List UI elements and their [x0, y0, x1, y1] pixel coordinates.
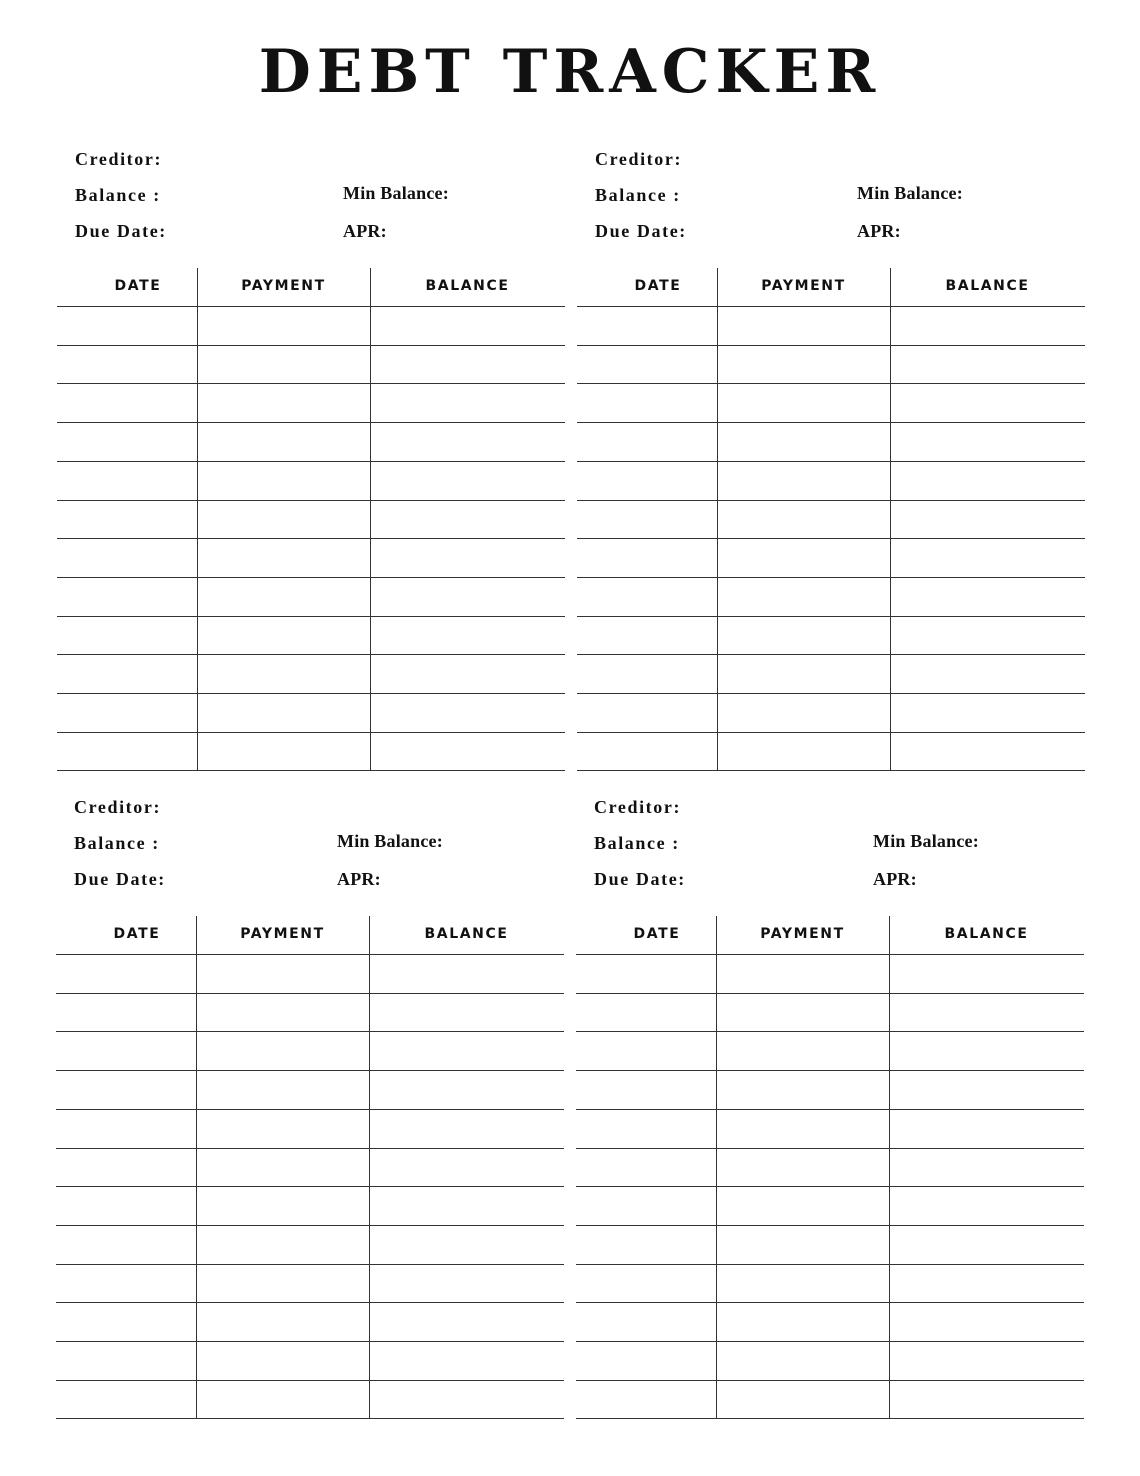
table-cell-balance[interactable]	[892, 346, 1083, 384]
table-cell-balance[interactable]	[372, 501, 563, 539]
table-cell-date[interactable]	[58, 1110, 194, 1148]
table-cell-balance[interactable]	[372, 307, 563, 345]
table-cell-payment[interactable]	[718, 1303, 887, 1341]
table-cell-payment[interactable]	[198, 1303, 367, 1341]
table-cell-balance[interactable]	[892, 307, 1083, 345]
table-cell-date[interactable]	[59, 501, 195, 539]
due-date-label: Due Date:	[75, 221, 167, 241]
table-cell-payment[interactable]	[199, 539, 368, 577]
table-cell-date[interactable]	[58, 1149, 194, 1187]
min-balance-label: Min Balance:	[873, 831, 979, 851]
balance-label: Balance :	[74, 833, 160, 853]
table-cell-payment[interactable]	[719, 384, 888, 422]
table-cell-balance[interactable]	[372, 346, 563, 384]
table-cell-balance[interactable]	[371, 1032, 562, 1070]
table-cell-balance[interactable]	[372, 423, 563, 461]
table-cell-date[interactable]	[58, 994, 194, 1032]
table-cell-balance[interactable]	[891, 994, 1082, 1032]
due-date-label: Due Date:	[74, 869, 166, 889]
table-cell-payment[interactable]	[718, 955, 887, 993]
column-divider	[196, 916, 197, 1418]
table-cell-payment[interactable]	[199, 462, 368, 500]
table-cell-date[interactable]	[579, 307, 715, 345]
table-cell-balance[interactable]	[372, 733, 563, 771]
table-cell-balance[interactable]	[891, 1303, 1082, 1341]
table-cell-balance[interactable]	[371, 1149, 562, 1187]
table-cell-date[interactable]	[58, 1342, 194, 1380]
table-cell-payment[interactable]	[719, 462, 888, 500]
column-header-date: DATE	[114, 278, 162, 294]
table-cell-balance[interactable]	[891, 1342, 1082, 1380]
creditor-label: Creditor:	[74, 797, 162, 817]
column-header-payment: PAYMENT	[761, 278, 846, 294]
table-cell-balance[interactable]	[892, 501, 1083, 539]
table-cell-date[interactable]	[58, 1071, 194, 1109]
payment-table	[577, 268, 1085, 770]
table-cell-payment[interactable]	[718, 1265, 887, 1303]
table-cell-payment[interactable]	[198, 1265, 367, 1303]
table-cell-date[interactable]	[59, 655, 195, 693]
table-cell-date[interactable]	[579, 578, 715, 616]
min-balance-label: Min Balance:	[337, 831, 443, 851]
table-cell-date[interactable]	[59, 578, 195, 616]
table-cell-date[interactable]	[578, 1303, 714, 1341]
table-cell-date[interactable]	[579, 423, 715, 461]
table-cell-payment[interactable]	[718, 1226, 887, 1264]
table-cell-date[interactable]	[578, 994, 714, 1032]
table-cell-balance[interactable]	[371, 1071, 562, 1109]
payment-table	[57, 268, 565, 770]
table-cell-date[interactable]	[578, 955, 714, 993]
table-cell-balance[interactable]	[371, 1303, 562, 1341]
table-cell-payment[interactable]	[719, 307, 888, 345]
table-cell-balance[interactable]	[372, 539, 563, 577]
balance-label: Balance :	[594, 833, 680, 853]
table-cell-balance[interactable]	[891, 1187, 1082, 1225]
table-cell-balance[interactable]	[892, 384, 1083, 422]
min-balance-label: Min Balance:	[343, 183, 449, 203]
column-header-balance: BALANCE	[945, 278, 1030, 294]
table-cell-date[interactable]	[578, 1071, 714, 1109]
page-title: DEBT TRACKER	[258, 37, 882, 107]
creditor-label: Creditor:	[75, 149, 163, 169]
table-cell-date[interactable]	[58, 1032, 194, 1070]
table-cell-payment[interactable]	[719, 733, 888, 771]
table-cell-payment[interactable]	[718, 1032, 887, 1070]
table-cell-payment[interactable]	[199, 733, 368, 771]
table-cell-balance[interactable]	[372, 384, 563, 422]
table-cell-date[interactable]	[578, 1110, 714, 1148]
table-cell-payment[interactable]	[199, 423, 368, 461]
table-cell-payment[interactable]	[199, 694, 368, 732]
creditor-label: Creditor:	[594, 797, 682, 817]
table-cell-date[interactable]	[58, 1226, 194, 1264]
table-cell-balance[interactable]	[371, 1265, 562, 1303]
table-cell-date[interactable]	[58, 1303, 194, 1341]
table-cell-payment[interactable]	[719, 617, 888, 655]
balance-label: Balance :	[75, 185, 161, 205]
payment-table	[576, 916, 1084, 1418]
table-cell-payment[interactable]	[718, 1110, 887, 1148]
table-cell-date[interactable]	[58, 1265, 194, 1303]
column-divider	[890, 268, 891, 770]
table-cell-balance[interactable]	[371, 1110, 562, 1148]
table-cell-payment[interactable]	[719, 501, 888, 539]
table-cell-payment[interactable]	[719, 423, 888, 461]
table-cell-payment[interactable]	[718, 1149, 887, 1187]
table-cell-date[interactable]	[59, 307, 195, 345]
table-cell-date[interactable]	[58, 955, 194, 993]
table-cell-payment[interactable]	[199, 501, 368, 539]
table-cell-date[interactable]	[578, 1381, 714, 1419]
column-header-balance: BALANCE	[944, 926, 1029, 942]
table-cell-payment[interactable]	[719, 539, 888, 577]
table-cell-payment[interactable]	[198, 1071, 367, 1109]
table-cell-payment[interactable]	[198, 1226, 367, 1264]
table-cell-balance[interactable]	[372, 694, 563, 732]
table-cell-date[interactable]	[579, 733, 715, 771]
column-header-balance: BALANCE	[425, 278, 510, 294]
table-cell-balance[interactable]	[892, 655, 1083, 693]
payment-table	[56, 916, 564, 1418]
column-header-date: DATE	[633, 926, 681, 942]
table-cell-balance[interactable]	[892, 462, 1083, 500]
table-cell-payment[interactable]	[719, 655, 888, 693]
column-divider	[369, 916, 370, 1418]
table-cell-payment[interactable]	[198, 994, 367, 1032]
column-header-payment: PAYMENT	[760, 926, 845, 942]
apr-label: APR:	[857, 221, 901, 241]
table-cell-payment[interactable]	[719, 694, 888, 732]
table-cell-payment[interactable]	[198, 1032, 367, 1070]
table-cell-balance[interactable]	[371, 955, 562, 993]
table-cell-balance[interactable]	[371, 994, 562, 1032]
table-cell-payment[interactable]	[718, 1071, 887, 1109]
table-cell-date[interactable]	[579, 694, 715, 732]
table-cell-payment[interactable]	[718, 1187, 887, 1225]
table-cell-date[interactable]	[578, 1032, 714, 1070]
table-cell-date[interactable]	[579, 462, 715, 500]
table-cell-payment[interactable]	[198, 1381, 367, 1419]
table-cell-balance[interactable]	[892, 578, 1083, 616]
table-cell-payment[interactable]	[198, 1187, 367, 1225]
column-divider	[370, 268, 371, 770]
table-cell-date[interactable]	[579, 539, 715, 577]
table-cell-date[interactable]	[59, 539, 195, 577]
table-cell-date[interactable]	[579, 501, 715, 539]
table-cell-date[interactable]	[579, 655, 715, 693]
table-cell-payment[interactable]	[198, 1149, 367, 1187]
table-cell-date[interactable]	[59, 462, 195, 500]
table-cell-payment[interactable]	[719, 578, 888, 616]
table-cell-payment[interactable]	[199, 655, 368, 693]
table-cell-balance[interactable]	[891, 1381, 1082, 1419]
table-cell-balance[interactable]	[371, 1226, 562, 1264]
table-cell-payment[interactable]	[718, 994, 887, 1032]
column-header-payment: PAYMENT	[241, 278, 326, 294]
balance-label: Balance :	[595, 185, 681, 205]
table-cell-date[interactable]	[59, 423, 195, 461]
table-cell-payment[interactable]	[719, 346, 888, 384]
table-cell-date[interactable]	[578, 1149, 714, 1187]
table-cell-payment[interactable]	[199, 578, 368, 616]
table-cell-date[interactable]	[59, 384, 195, 422]
table-cell-balance[interactable]	[372, 617, 563, 655]
table-cell-payment[interactable]	[718, 1381, 887, 1419]
table-cell-payment[interactable]	[199, 307, 368, 345]
table-cell-balance[interactable]	[372, 462, 563, 500]
table-cell-date[interactable]	[578, 1187, 714, 1225]
table-cell-date[interactable]	[579, 346, 715, 384]
table-cell-balance[interactable]	[892, 423, 1083, 461]
table-cell-date[interactable]	[58, 1381, 194, 1419]
table-cell-payment[interactable]	[198, 1110, 367, 1148]
column-header-payment: PAYMENT	[240, 926, 325, 942]
table-cell-balance[interactable]	[892, 733, 1083, 771]
due-date-label: Due Date:	[595, 221, 687, 241]
table-cell-date[interactable]	[59, 617, 195, 655]
table-cell-balance[interactable]	[371, 1381, 562, 1419]
table-cell-balance[interactable]	[892, 694, 1083, 732]
table-cell-balance[interactable]	[891, 1226, 1082, 1264]
table-cell-balance[interactable]	[891, 1149, 1082, 1187]
apr-label: APR:	[337, 869, 381, 889]
creditor-label: Creditor:	[595, 149, 683, 169]
column-divider	[717, 268, 718, 770]
table-cell-date[interactable]	[58, 1187, 194, 1225]
table-cell-payment[interactable]	[199, 384, 368, 422]
table-cell-balance[interactable]	[372, 655, 563, 693]
table-cell-date[interactable]	[579, 384, 715, 422]
column-header-date: DATE	[634, 278, 682, 294]
apr-label: APR:	[873, 869, 917, 889]
table-cell-balance[interactable]	[891, 1071, 1082, 1109]
table-cell-date[interactable]	[59, 694, 195, 732]
table-cell-date[interactable]	[59, 346, 195, 384]
column-divider	[716, 916, 717, 1418]
table-cell-balance[interactable]	[372, 578, 563, 616]
table-cell-balance[interactable]	[892, 617, 1083, 655]
table-cell-date[interactable]	[578, 1265, 714, 1303]
table-cell-date[interactable]	[578, 1342, 714, 1380]
table-cell-balance[interactable]	[892, 539, 1083, 577]
table-cell-balance[interactable]	[371, 1187, 562, 1225]
column-divider	[197, 268, 198, 770]
table-cell-balance[interactable]	[891, 955, 1082, 993]
table-cell-balance[interactable]	[371, 1342, 562, 1380]
table-cell-date[interactable]	[579, 617, 715, 655]
table-cell-payment[interactable]	[199, 346, 368, 384]
column-divider	[889, 916, 890, 1418]
column-header-date: DATE	[113, 926, 161, 942]
table-cell-payment[interactable]	[199, 617, 368, 655]
table-cell-balance[interactable]	[891, 1032, 1082, 1070]
table-cell-payment[interactable]	[198, 1342, 367, 1380]
due-date-label: Due Date:	[594, 869, 686, 889]
column-header-balance: BALANCE	[424, 926, 509, 942]
table-cell-date[interactable]	[578, 1226, 714, 1264]
min-balance-label: Min Balance:	[857, 183, 963, 203]
table-cell-payment[interactable]	[198, 955, 367, 993]
table-cell-payment[interactable]	[718, 1342, 887, 1380]
table-cell-date[interactable]	[59, 733, 195, 771]
table-cell-balance[interactable]	[891, 1110, 1082, 1148]
table-cell-balance[interactable]	[891, 1265, 1082, 1303]
apr-label: APR:	[343, 221, 387, 241]
